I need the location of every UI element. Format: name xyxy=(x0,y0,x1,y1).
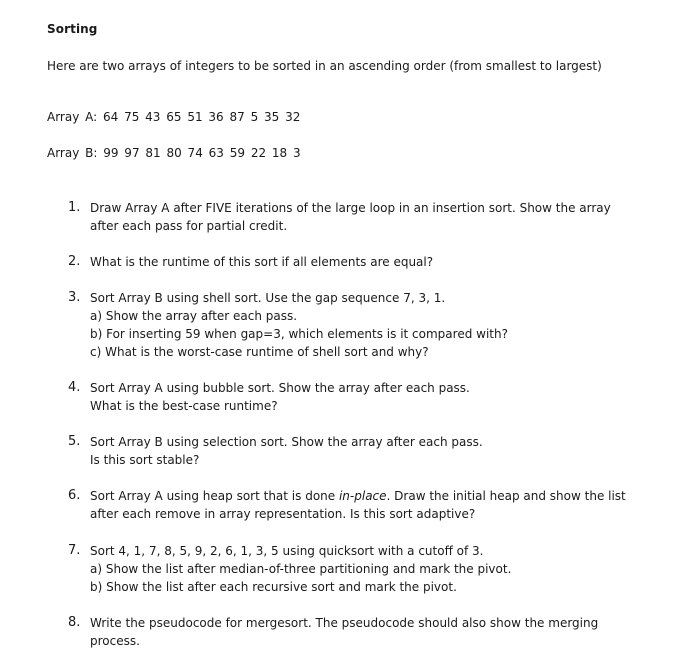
question-line: Sort Array B using selection sort. Show the array after each pass. xyxy=(90,435,483,449)
array-a-line: Array A: 64 75 43 65 51 36 87 5 35 32 xyxy=(47,110,301,124)
question-body xyxy=(90,289,630,361)
array-b-line: Array B: 99 97 81 80 74 63 59 22 18 3 xyxy=(47,146,301,160)
question-line: Draw Array A after FIVE iterations of the large loop in an insertion sort. Show the array xyxy=(90,201,611,215)
question-subpart-b: b) For inserting 59 when gap=3, which elements is it compared with? xyxy=(90,327,508,341)
question-text: Sort Array A using heap sort that is done xyxy=(90,489,339,503)
question-number: 3. xyxy=(68,290,81,305)
question-line: What is the best-case runtime? xyxy=(90,399,278,413)
question-line: process. xyxy=(90,634,140,648)
intro-text: Here are two arrays of integers to be sorted in an ascending order (from smallest to largest) xyxy=(47,59,602,73)
question-number: 8. xyxy=(68,615,81,630)
question-line: Is this sort stable? xyxy=(90,453,200,467)
question-body xyxy=(90,433,630,469)
emphasis-in-place: in-place xyxy=(338,489,387,503)
question-body xyxy=(90,199,630,235)
question-number: 4. xyxy=(68,380,81,395)
question-line: Sort Array A using bubble sort. Show the array after each pass. xyxy=(90,381,470,395)
question-number: 2. xyxy=(68,254,81,269)
question-subpart-a: a) Show the array after each pass. xyxy=(90,309,298,323)
question-number: 7. xyxy=(68,543,81,558)
question-line: Sort 4, 1, 7, 8, 5, 9, 2, 6, 1, 3, 5 using quicksort with a cutoff of 3. xyxy=(90,544,484,558)
question-number: 6. xyxy=(68,488,81,503)
question-body xyxy=(90,253,630,271)
question-number: 5. xyxy=(68,434,81,449)
question-number: 1. xyxy=(68,200,81,215)
question-line xyxy=(90,487,630,505)
question-body xyxy=(90,614,630,650)
question-line: after each remove in array representation. Is this sort adaptive? xyxy=(90,507,476,521)
question-subpart-b: b) Show the list after each recursive sort and mark the pivot. xyxy=(90,580,457,594)
question-line: Write the pseudocode for mergesort. The pseudocode should also show the merging xyxy=(90,616,599,630)
question-subpart-a: a) Show the list after median-of-three partitioning and mark the pivot. xyxy=(90,562,512,576)
question-subpart-c: c) What is the worst-case runtime of shell sort and why? xyxy=(90,345,429,359)
question-line: What is the runtime of this sort if all elements are equal? xyxy=(90,255,434,269)
question-line: after each pass for partial credit. xyxy=(90,219,288,233)
question-line: Sort Array B using shell sort. Use the gap sequence 7, 3, 1. xyxy=(90,291,446,305)
question-text: . Draw the initial heap and show the list xyxy=(386,489,626,503)
question-body xyxy=(90,487,630,523)
question-body xyxy=(90,542,630,596)
question-body xyxy=(90,379,630,415)
page-title: Sorting xyxy=(47,22,98,36)
